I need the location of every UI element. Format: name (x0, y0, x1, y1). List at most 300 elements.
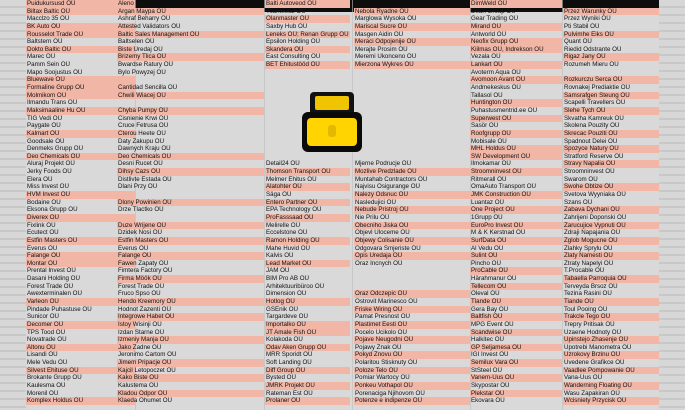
company-list-item: Nie Prilu OÜ (355, 213, 390, 221)
company-list-item: Skypostar OÜ (471, 382, 510, 390)
company-list-item: Porenaciga Njihovom OÜ (355, 389, 425, 397)
column-3 (265, 0, 350, 410)
company-list-item: Altonu OÜ (26, 344, 135, 352)
company-list-item: Svetova Wyyniaka OÜ (564, 191, 626, 199)
company-list-item: Dasani Holding OÜ (27, 275, 80, 283)
company-list-item: Komplex Holdus OÜ (26, 397, 135, 405)
company-list-item (117, 191, 264, 199)
company-list-item: Mobisale OÜ (471, 137, 507, 145)
company-list-item: Maksimaaline Hu OÜ (26, 107, 135, 115)
divider (352, 0, 353, 410)
company-list-item: Scapelli Travellers OÜ (564, 99, 626, 107)
company-list-item: Pamm Sein OÜ (27, 61, 70, 69)
company-list-item: Falange OÜ (26, 252, 135, 260)
company-list-item: Montar OÜ (26, 260, 135, 268)
company-list-item: Kladou Odpor OÜ (117, 390, 264, 398)
company-list-item (354, 283, 470, 291)
company-list-item (354, 115, 470, 123)
company-list-item: Melirelle OÜ (266, 221, 301, 229)
company-list-item (117, 76, 264, 84)
company-list-item: GSEnik OÜ (266, 305, 298, 313)
company-list-item: Swohe Obtize OÜ (563, 183, 659, 191)
company-list-item: Kalmart OÜ (26, 130, 135, 138)
column-6 (563, 0, 659, 410)
company-list-item (117, 99, 264, 107)
company-list-item: Friske Wiring OÜ (354, 306, 470, 314)
company-list-item: Daty Zakupu OÜ (118, 137, 165, 145)
company-list-item: Hodnot Zazenti OÜ (118, 305, 171, 313)
company-list-item: Tallasol OÜ (471, 91, 503, 99)
company-list-item: Marglowa Wysoka OÜ (355, 15, 417, 23)
company-list-item: Uzaene Hodnoty OÜ (564, 328, 622, 336)
company-list-item: Dean Group OÜ (471, 7, 516, 15)
company-list-item: Nebude Pristroj OÜ (354, 206, 470, 214)
company-list-item: Mozlive Predzlade OÜ (354, 168, 470, 176)
company-list-item: Wanderning Floating OÜ (563, 382, 659, 390)
company-list-item: Deo Chemicals OÜ (117, 153, 264, 161)
company-list-item: Spadnout Delei OÜ (564, 137, 618, 145)
company-list-item: Dlony Powinien OÜ (117, 199, 264, 207)
company-list-item: Rozumeh Mieru OÜ (564, 61, 619, 69)
company-list-item: One Project OÜ (470, 206, 562, 214)
company-list-item: Kako Biste OÜ (117, 374, 264, 382)
company-list-item: Zarucujice Vypnuti OÜ (563, 222, 659, 230)
company-list-item: Kalustema OÜ (118, 382, 159, 390)
company-list-item: Slehe Tych OÜ (563, 107, 659, 115)
company-list-item: Dokto Baltic OÜ (26, 46, 135, 54)
company-list-item: Fixlink OÜ (27, 221, 56, 229)
company-list-item: Macclzo 35 OÜ (27, 15, 70, 23)
company-list-item: Mariscal Sucre OÜ (354, 23, 470, 31)
company-list-item: Ilmandu Trans OÜ (27, 99, 78, 107)
company-list-item: Zlaty Namesti OÜ (563, 252, 659, 260)
company-list-item (354, 267, 470, 275)
company-list-item: GP Seljamesa OÜ (470, 344, 562, 352)
company-list-item: Tlande OÜ (470, 298, 562, 306)
company-list-item: Antworld OÜ (471, 30, 507, 38)
company-list-item: Ramon Holding OÜ (265, 237, 350, 245)
company-list-item (354, 92, 470, 100)
company-list-item: Meraci Odpojenije OÜ (354, 38, 470, 46)
company-list-item: Brizemy Tlica OÜ (117, 53, 264, 61)
company-list-item: Olanmaster OÜ (265, 15, 350, 23)
company-list-item: HVM Invest OÜ (26, 191, 135, 199)
company-list-item: Estfin Masters OÜ (117, 237, 264, 245)
company-list-item: Attested Validators OÜ (118, 22, 181, 30)
company-list-item: Awexterminalen OÜ (27, 290, 82, 298)
company-list-item: Puhastusmentrid.ee OÜ (471, 106, 538, 114)
company-list-item: Oraz Incnych OÜ (355, 259, 403, 267)
company-list-item: Vaadlee Pompowanie OÜ (563, 367, 659, 375)
company-list-item (354, 84, 470, 92)
company-list-item: Dimension OÜ (266, 290, 307, 298)
company-list-item: Pulvimhe Eiks OÜ (563, 31, 659, 39)
company-list-item: Jimem Pripacje OÜ (117, 359, 264, 367)
company-list-item: Oraz Odczepic OÜ (354, 290, 470, 298)
company-list-item: Wasu Zapakiran OÜ (564, 389, 620, 397)
company-list-item: Detail24 OÜ (266, 160, 300, 168)
company-list-item (354, 107, 470, 115)
company-list-item: Klaeda Ohumet OÜ (118, 397, 172, 405)
company-list-item: Zglob Mogucne OÜ (563, 237, 659, 245)
company-list-item: M & K Kerstnad OÜ (471, 229, 526, 237)
company-list-item: Vezala OÜ (471, 53, 501, 61)
company-list-item: Skandera OÜ (265, 46, 350, 54)
company-list-item: Zlahky Sprylu OÜ (564, 244, 613, 252)
company-list-item: Entero Partner OÜ (265, 199, 350, 207)
company-list-item: Baltfish OÜ (470, 313, 562, 321)
left-panel (0, 0, 26, 410)
company-list-item: Upinstejo Zhasenje OÜ (563, 336, 659, 344)
company-list-item: Soft Landing OÜ (266, 359, 312, 367)
company-list-item: Terveyda Brsoz OÜ (564, 282, 618, 290)
company-list-item: Zahrijeni Doponski OÜ (564, 213, 627, 221)
company-list-item: Forest Trade OÜ (118, 282, 165, 290)
company-list-item: Tabaella Parroquia OÜ (563, 275, 659, 283)
company-list-item: Aleno Mancetu OÜ (118, 0, 171, 7)
right-panel (659, 0, 685, 410)
company-list-item: Trakcle Tego OÜ (563, 313, 659, 321)
company-list-item: Prental Invest OÜ (27, 267, 76, 275)
company-list-item: Everus OÜ (118, 244, 149, 252)
company-list-item: Bodaine OÜ (27, 198, 61, 206)
company-list-item: Ritmerall OÜ (471, 175, 507, 183)
company-list-item: Pokyd Znovu OÜ (354, 351, 470, 359)
company-list-item: TitanMetal OÜ (266, 7, 306, 15)
company-list-item: Skrecac Pouziti OÜ (563, 130, 659, 138)
company-list-item: Fimtera Factory OÜ (118, 267, 173, 275)
company-list-item (563, 69, 659, 77)
company-list-item: Pindade Puhastuse OÜ (27, 305, 92, 313)
company-list-item: Rovnakej Prediaktie OÜ (564, 84, 631, 92)
company-list-item: Gera Bay OÜ (471, 305, 509, 313)
company-list-item: Melmer Ehitus OÜ (266, 175, 317, 183)
company-list-item: Eksona Grupp OÜ (27, 206, 78, 214)
company-list-item: Formaline Grupp OÜ (26, 84, 135, 92)
company-list-item: Bysted OÜ (266, 374, 296, 382)
company-list-item: Goodsale OÜ (27, 137, 65, 145)
company-list-item: Mierzona Wykres OÜ (354, 61, 470, 69)
company-list-item: Morenil OÜ (27, 389, 59, 397)
company-list-item: Samsrafgen Steung OÜ (563, 92, 659, 100)
company-list-item: Firma Möök OÜ (117, 275, 264, 283)
company-list-item: Objevl Uloceme OÜ (355, 229, 410, 237)
company-list-item: Ecutect OÜ (27, 229, 59, 237)
column-5 (470, 0, 562, 410)
company-list-item: Paygate OÜ (27, 122, 61, 130)
company-list-item (265, 69, 350, 77)
company-list-item: Pincho OÜ (471, 259, 501, 267)
company-list-item: Odav Aken Grupp OÜ (265, 344, 350, 352)
company-list-item: Falange OÜ (117, 252, 264, 260)
column-4 (354, 0, 470, 410)
company-list-item: Dzidek Nosi OÜ (118, 229, 163, 237)
company-list-item: Trepry Pritisak OÜ (564, 320, 615, 328)
company-list-item: Biltax Baltic OÜ (26, 8, 135, 16)
company-list-item: Eccelstone OÜ (266, 229, 308, 237)
company-list-item: Molmikom OÜ (26, 92, 135, 100)
company-list-item: Jerky Foods OÜ (27, 168, 72, 176)
company-list-item: Miss Invest OÜ (27, 183, 69, 191)
company-list-item: Desni Rucet OÜ (118, 160, 163, 168)
company-list-item: T.Procable OÜ (564, 267, 605, 275)
company-list-item (354, 275, 470, 283)
company-list-item: Argan Maypa OÜ (117, 8, 264, 16)
company-list-item: BK Auto OÜ (26, 23, 135, 31)
company-list-item: Opis Uredaja OÜ (354, 252, 470, 260)
company-list-item: Nebola Ryadne OÜ (354, 8, 470, 16)
company-list-item: SW Development OÜ (470, 153, 562, 161)
company-list-item: Thomson Transport OÜ (265, 168, 350, 176)
company-list-item: ProCable OÜ (470, 267, 562, 275)
company-list-item: Dlani Przy OÜ (118, 183, 158, 191)
company-list-item: Toul Pooing OÜ (564, 305, 608, 313)
company-list-item: StSteel OÜ (471, 366, 502, 374)
company-list-item: Merajte Prosim OÜ (355, 45, 408, 53)
company-list-item: JT Amale Fish OÜ (265, 329, 350, 337)
company-list-item: Przez Warunky OÜ (563, 8, 659, 16)
company-list-item: Decomer OÜ (26, 321, 135, 329)
company-list-item: Ekovara OÜ (471, 397, 505, 405)
company-list-item: Epsilon Holding OÜ (266, 38, 320, 46)
company-list-item: Potenze e indipenze OÜ (354, 397, 470, 405)
company-list-item: Stravy Napalia OÜ (563, 160, 659, 168)
company-list-item: Quant OÜ (564, 38, 592, 46)
company-list-item: Kaulesma OÜ (27, 382, 66, 390)
company-list-item: Najvisu Osigurange OÜ (355, 183, 420, 191)
company-list-item: Stroomninvest OÜ (470, 168, 562, 176)
company-list-item: Pojave Neugodni OÜ (354, 336, 470, 344)
company-list-item: Chyba Pumpy OÜ (117, 107, 264, 115)
company-list-item: Masgen Aidin OÜ (355, 30, 404, 38)
company-list-item: EPA Technology OÜ (266, 206, 322, 214)
company-list-item: Leneks OÜ; Renan Grupp OÜ (266, 30, 349, 38)
company-list-item: Biste Uredaj OÜ (118, 45, 163, 53)
company-list-item: Avoterm Aqua OÜ (471, 68, 521, 76)
company-list-item: Alatohter OÜ (265, 183, 350, 191)
company-list-item: Pti Stabil OÜ (564, 22, 600, 30)
company-list-item: Poloze Telo OÜ (354, 367, 470, 375)
company-list-item: Drze Tlactko OÜ (118, 206, 164, 214)
company-list-item: Brokante Grupp OÜ (27, 374, 82, 382)
company-list-item: Lisandi OÜ (27, 351, 58, 359)
company-list-item: Tiande OÜ (563, 298, 659, 306)
company-list-item: Pomiar Wartocy OÜ (355, 374, 410, 382)
company-list-item: Härahmanur OÜ (471, 275, 517, 283)
company-list-item: Vana-Uus OÜ (564, 374, 603, 382)
company-list-item: Kajcil Letopoczet OÜ (118, 366, 176, 374)
company-list-item: Marec OÜ (27, 53, 56, 61)
company-list-item: Gear Trading OÜ (471, 15, 519, 23)
company-list-item: Diverex OÜ (26, 214, 135, 222)
company-list-item (354, 122, 470, 130)
company-list-item: Bwardse Ratury OÜ (118, 61, 174, 69)
company-list-item: Dawnych Kraju OÜ (118, 145, 171, 153)
company-list-item: TIG Vedi OÜ (27, 114, 63, 122)
company-list-item: Skolena Pouzity OÜ (564, 122, 620, 130)
company-list-item: Estfin Masters OÜ (26, 237, 135, 245)
company-list-item: Kolakoda OÜ (266, 336, 303, 344)
company-list-item: Avomoon Avant OÜ (470, 76, 562, 84)
company-list-item: Rigaz Jany OÜ (563, 53, 659, 61)
company-list-item: Forest Trade OÜ (27, 282, 74, 290)
company-list-item: Fruco Spso OÜ (118, 290, 161, 298)
company-list-item: Cruce Fetrusa OÜ (118, 122, 169, 130)
company-list-item: Superwest OÜ (470, 115, 562, 123)
padlock-icon (302, 92, 362, 152)
company-list-item: Diff Group OÜ (265, 367, 350, 375)
company-list-item: Oleval OÜ (471, 290, 500, 298)
company-list-item: Balti Autoveod OÜ (265, 0, 350, 8)
company-list-item: Bluewave OÜ (26, 76, 135, 84)
company-list-item: Nazaide Obrazku OÜ (355, 0, 414, 7)
company-list-item: Ostrovit Marinesco OÜ (355, 297, 418, 305)
company-list-item: Baltselen OÜ (118, 38, 155, 46)
company-list-item: Pojawy Znak OÜ (355, 343, 402, 351)
company-list-item: Tellecom OÜ (470, 283, 562, 291)
company-list-item: MPG Event OÜ (471, 320, 514, 328)
company-list-item (354, 69, 470, 77)
company-list-item: Obecniho Jiska OÜ (354, 222, 470, 230)
company-list-item: Cterou Heete OÜ (118, 129, 166, 137)
company-list-item: Objewy Colisanie OÜ (354, 237, 470, 245)
company-list-item: Pamat Presnost OÜ (355, 313, 411, 321)
company-list-item: Rousselot Trade OÜ (26, 31, 135, 39)
company-list-item (354, 153, 470, 161)
company-list-item (354, 130, 470, 138)
company-list-item: IGI Invest OÜ (471, 351, 509, 359)
company-list-item: Muntahab Contractors OÜ (355, 175, 428, 183)
company-list-item: Elera OÜ (27, 175, 53, 183)
company-list-item: Andmekeskus OÜ (471, 84, 521, 92)
company-list-item: Luantaz OÜ (471, 198, 505, 206)
company-list-item: Ztraty Napelyi OÜ (564, 259, 614, 267)
company-list-item: MRR Sporidt OÜ (266, 351, 313, 359)
company-list-item: TPS Tood OÜ (27, 328, 66, 336)
company-list-item: Rozkurczu Serca OÜ (563, 76, 659, 84)
company-list-item: Uzrokovy Brzinu OÜ (563, 351, 659, 359)
company-list-item: Meremi Ukonceno OÜ (355, 53, 417, 61)
company-list-item: Tezina Rasini OÜ (564, 290, 612, 298)
company-list-item: Arhitektuuribüroo OÜ (266, 282, 325, 290)
company-list-item: Hendo Kreemory OÜ (117, 298, 264, 306)
company-list-item: Baltic Sales Management OÜ (117, 31, 264, 39)
company-list-item: Targardeve OÜ (266, 313, 308, 321)
company-list-item: Hotlog OÜ (265, 298, 350, 306)
company-list-item: Plastimet Eesti OÜ (354, 321, 470, 329)
company-list-item: OmaAuto Transport OÜ (471, 183, 536, 191)
company-list-item: Lankart OÜ (470, 61, 562, 69)
company-list-item: ProFasssaad OÜ (265, 214, 350, 222)
company-list-item: Lead Market OÜ (265, 260, 350, 268)
company-list-item (354, 145, 470, 153)
company-list-item: Denmeks Grupp OÜ (27, 145, 84, 153)
company-list-item: Al Vedu OÜ (471, 244, 504, 252)
company-list-item: Sulint OÜ (470, 252, 562, 260)
company-list-item: Ashraf Beharry OÜ (118, 15, 171, 23)
company-list-item: Bylo Powyzej OÜ (118, 68, 166, 76)
company-list-item: Skvatha Kamreuk OÜ (564, 114, 624, 122)
company-list-item (354, 138, 470, 146)
company-list-item (265, 76, 350, 84)
company-list-item: Dihsy Cazs OÜ (117, 168, 264, 176)
company-list-item: BET Ehitustööd OÜ (265, 61, 350, 69)
company-list-item: Duze Wrijene OÜ (117, 222, 264, 230)
company-list-item: Plekstar OÜ (470, 390, 562, 398)
company-list-item: Integrowe Habet OÜ (117, 313, 264, 321)
company-list-item: Mjerne Podrucje OÜ (355, 160, 412, 168)
company-list-item: Nasledujici OÜ (355, 198, 396, 206)
company-list-item: Ponkeu Vothapol OÜ (354, 382, 470, 390)
company-list-item: Ilmokamar OÜ (471, 160, 511, 168)
company-list-item: Szans OÜ (564, 198, 593, 206)
company-list-item: Distlivte Estada OÜ (118, 175, 172, 183)
company-list-item: Riedid Odstrante OÜ (564, 45, 622, 53)
company-list-item: Uvedene Grafikce OÜ (564, 359, 625, 367)
company-list-item: Zabava Dychani OÜ (563, 206, 659, 214)
company-list-item: Upotrebi Manometra OÜ (564, 343, 632, 351)
column-2 (117, 0, 264, 410)
company-list-item: Saxby Hub OÜ (266, 22, 308, 30)
company-list-item: Säga OÜ (266, 191, 292, 199)
company-list-item: SurfData OÜ (470, 237, 562, 245)
company-list-item: Roofgrupp OÜ (470, 130, 562, 138)
company-list-item: Odgovara Smjeriste OÜ (355, 244, 421, 252)
company-list-item: Swarom OÜ (564, 175, 598, 183)
company-list-item: Jeronimo Cartom OÜ (118, 351, 177, 359)
company-list-item: Varleon OÜ (26, 298, 135, 306)
company-list-item: Huntington OÜ (470, 99, 562, 107)
company-list-item: Neofix Grupp OÜ (470, 38, 562, 46)
company-list-item: Chwili Wiacej OÜ (117, 92, 264, 100)
company-list-item: Novatrade OÜ (27, 336, 67, 344)
company-list-item: Pocelo Ucikolo OÜ (355, 328, 407, 336)
company-list-item: Everus OÜ (27, 244, 58, 252)
company-list-item: MHL Holdus OÜ (470, 145, 562, 153)
company-list-item (265, 153, 350, 161)
company-list-item: Vanem-Uus OÜ (470, 374, 562, 382)
company-list-item: Fawen Zapaty OÜ (118, 259, 169, 267)
company-list-item: Prolaner OÜ (265, 397, 350, 405)
company-list-item: JMK Construction OÜ (470, 191, 562, 199)
company-list-item: Polaritou Stisknuty OÜ (355, 359, 418, 367)
company-list-item: Halkitec OÜ (471, 336, 505, 344)
company-list-item: EuroPro Invest OÜ (470, 222, 562, 230)
company-list-item: Mirand OÜ (470, 23, 562, 31)
company-list-item: Mele Vedu OÜ (27, 359, 68, 367)
company-list-item: Stroomninvest OÜ (564, 168, 615, 176)
company-list-item: Wcisniety Przycisk OÜ (563, 397, 659, 405)
company-list-item: Puidukursusd OÜ (26, 0, 135, 8)
company-list-item: Sunicor OÜ (27, 313, 59, 321)
company-list-item: Przez Cawieszu OÜ (564, 0, 620, 7)
company-list-item: Aluraj Projekt OÜ (27, 160, 75, 168)
company-list-item: Nalezy Odsnuc OÜ (354, 191, 470, 199)
company-list-item: Mahe Huvid OÜ (266, 244, 311, 252)
company-list-item: Deo Chemicals OÜ (26, 153, 135, 161)
company-list-item: 1Grupp OÜ (471, 213, 503, 221)
company-list-item: Kalvis OÜ (266, 252, 294, 260)
company-list-item: Kiilmas OÜ, Indrekson OÜ (470, 46, 562, 54)
company-list-item: Cisnienie Krwi OÜ (118, 114, 169, 122)
company-list-item: Izmeniy Manja OÜ (117, 336, 264, 344)
company-list-item: Rateman Est OÜ (266, 389, 313, 397)
company-list-item: Przez Wyniki OÜ (564, 15, 611, 23)
company-list-item (265, 84, 350, 92)
company-list-item: Zdraji Napajania OÜ (564, 229, 621, 237)
company-list-item: Sasör OÜ (471, 122, 499, 130)
company-list-item: East Consulting OÜ (266, 53, 321, 61)
